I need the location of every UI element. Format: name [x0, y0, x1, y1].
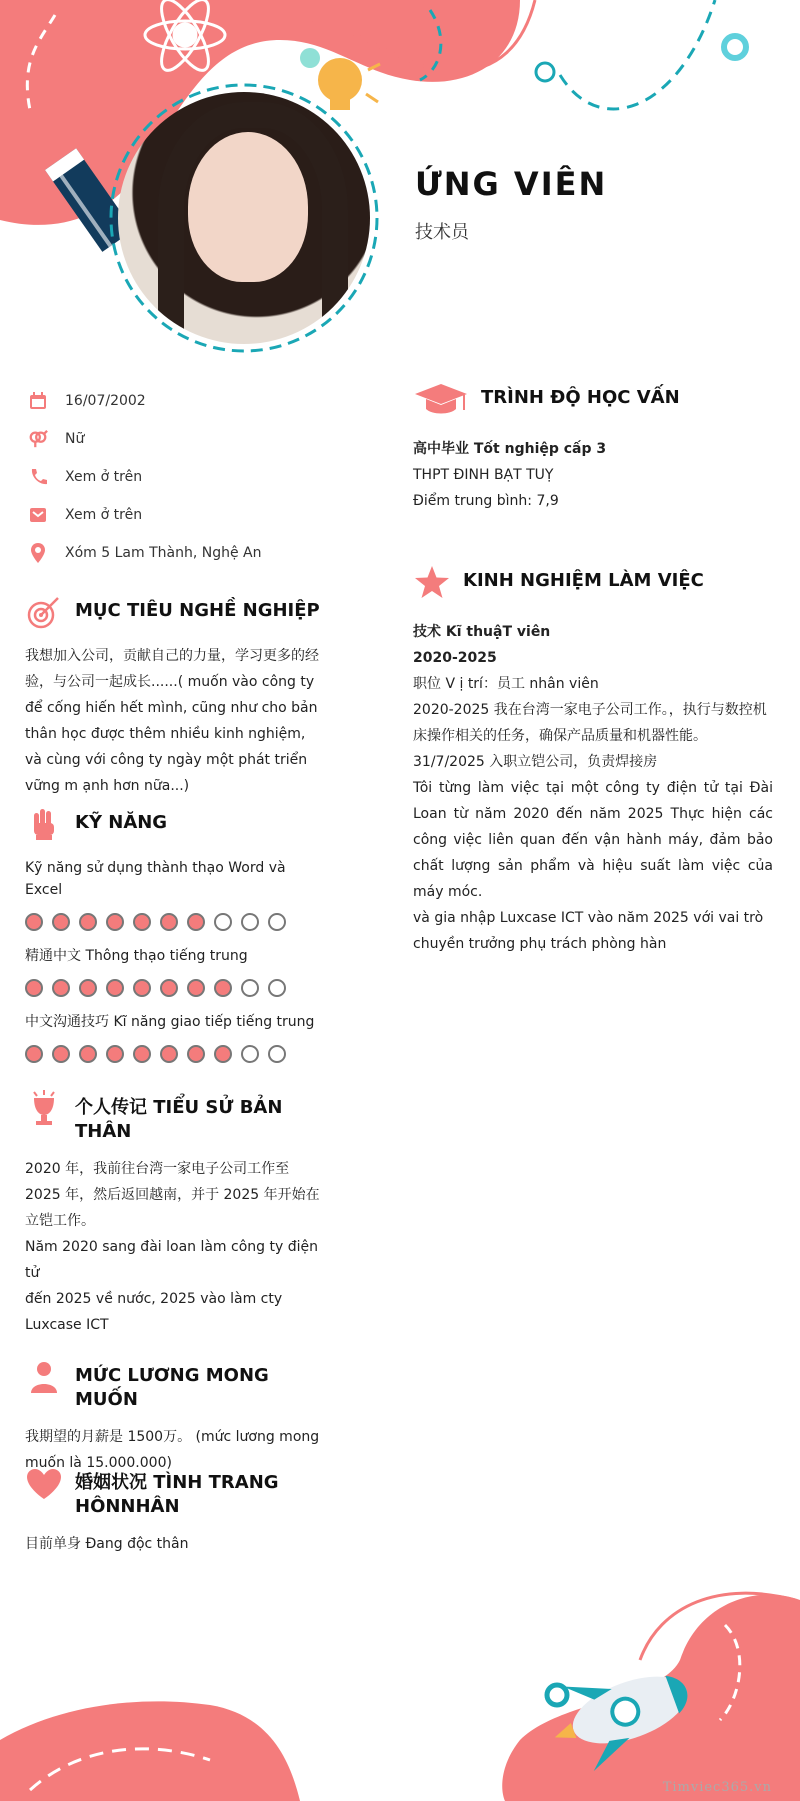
education-title: TRÌNH ĐỘ HỌC VẤN [481, 387, 680, 408]
experience-line: 2020-2025 我在台湾一家电子公司工作。，执行与数控机床操作相关的任务，确保产品质量和机器性能。 [413, 702, 767, 744]
skills-section [25, 805, 320, 1077]
skills-title: KỸ NĂNG [75, 812, 168, 833]
skill-rating-dot [268, 913, 286, 931]
skill-rating-dot [160, 979, 178, 997]
education-school: THPT ĐINH BẠT TUỴ [413, 467, 554, 483]
person-icon [25, 1358, 63, 1396]
skill-rating-dot [25, 1045, 43, 1063]
skill-name: 精通中文 Thông thạo tiếng trung [25, 948, 248, 964]
contact-row [28, 382, 328, 420]
skill-rating-dot [25, 979, 43, 997]
watermark: Timviec365.vn [662, 1780, 772, 1795]
education-content [413, 436, 773, 514]
education-degree: 高中毕业 Tốt nghiệp cấp 3 [413, 441, 607, 457]
biography-line: 2020 年，我前往台湾一家电子公司工作至 [25, 1161, 290, 1177]
experience-position: 技术 Kĩ thuậT viên [413, 624, 551, 640]
experience-line: Tôi từng làm việc tại một công ty điện tử tại Đài Loan từ năm 2020 đến năm 2025 Thực hiện các công việc liên quan đến vận hành máy, đảm bảo chất lượng sản phẩm và hiệu suất làm việc của máy móc. [413, 780, 773, 900]
candidate-name: ỨNG VIÊN [415, 165, 608, 203]
biography-line: đến 2025 về nước, 2025 vào làm cty Luxcase ICT [25, 1291, 283, 1333]
experience-period: 2020-2025 [413, 650, 497, 666]
star-icon [413, 563, 451, 601]
skill-rating-dot [187, 979, 205, 997]
target-icon [25, 593, 63, 631]
skill-rating-dot [268, 979, 286, 997]
gender-icon [28, 429, 48, 449]
biography-line: Năm 2020 sang đài loan làm công ty điện tử [25, 1239, 318, 1281]
avatar-face [188, 132, 308, 282]
trophy-icon [25, 1090, 63, 1128]
skill-rating-dot [187, 913, 205, 931]
salary-title: MỨC LƯƠNG MONG MUỐN [75, 1365, 269, 1410]
experience-content [413, 619, 773, 957]
experience-line: 31/7/2025 入职立铠公司，负责焊接房 [413, 754, 658, 770]
experience-line: và gia nhập Luxcase ICT vào năm 2025 với vai trò chuyền trưởng phụ trách phòng hàn [413, 910, 764, 952]
skill-rating-dot [214, 1045, 232, 1063]
skill-name: 中文沟通技巧 Kĩ năng giao tiếp tiếng trung [25, 1014, 315, 1030]
skill-rating-dot [214, 979, 232, 997]
biography-line: 2025 年，然后返回越南，并于 2025 年开始在立铠工作。 [25, 1187, 320, 1229]
skill-rating-dot [241, 913, 259, 931]
skill-rating-dot [79, 979, 97, 997]
skill-rating-dot [241, 1045, 259, 1063]
objective-title: MỤC TIÊU NGHỀ NGHIỆP [75, 600, 320, 621]
skill-rating-dot [79, 913, 97, 931]
skill-rating-dot [241, 979, 259, 997]
graduation-cap-icon [413, 380, 469, 418]
contact-row [28, 534, 328, 572]
biography-title: 个人传记 TIỂU SỬ BẢN THÂN [75, 1097, 283, 1142]
skill-rating-dot [187, 1045, 205, 1063]
skill-rating-dot [52, 979, 70, 997]
skill-rating-dot [160, 1045, 178, 1063]
candidate-role: 技术员 [415, 222, 469, 243]
gender: Nữ [65, 431, 85, 447]
biography-text [25, 1156, 320, 1338]
skill-rating [25, 979, 320, 997]
experience-title: KINH NGHIỆM LÀM VIỆC [463, 570, 704, 591]
skill-rating-dot [133, 979, 151, 997]
birthdate: 16/07/2002 [65, 393, 146, 409]
contact-row [28, 420, 328, 458]
education-gpa: Điểm trung bình: 7,9 [413, 493, 559, 509]
skills-list [25, 857, 320, 1063]
calendar-icon [28, 391, 48, 411]
skill-rating [25, 913, 320, 931]
skill-rating [25, 1045, 320, 1063]
skill-name: Kỹ năng sử dụng thành thạo Word và Excel [25, 860, 286, 898]
objective-text: 我想加入公司，贡献自己的力量，学习更多的经验，与公司一起成长......( muốn vào công ty để cống hiến hết mình, cũng như cho bản thân học được thêm nhiều kinh nghiệm, và cùng với công ty ngày một phát triển vững m ạnh hơn nữa...) [25, 648, 319, 794]
phone-icon [28, 467, 48, 487]
education-section [413, 380, 773, 514]
marital-title: 婚姻状况 TÌNH TRANG HÔNNHÂN [75, 1472, 279, 1517]
address: Xóm 5 Lam Thành, Nghệ An [65, 545, 262, 561]
biography-section [25, 1090, 320, 1338]
email-icon [28, 505, 48, 525]
skill-rating-dot [106, 913, 124, 931]
skill-rating-dot [52, 1045, 70, 1063]
skill-rating-dot [25, 913, 43, 931]
avatar [118, 92, 370, 344]
skill-rating-dot [106, 979, 124, 997]
skill-rating-dot [133, 913, 151, 931]
skill-rating-dot [79, 1045, 97, 1063]
marital-section [25, 1465, 320, 1557]
hand-icon [25, 805, 63, 843]
objective-section [25, 593, 320, 799]
skill-rating-dot [106, 1045, 124, 1063]
email: Xem ở trên [65, 507, 143, 523]
salary-text: 我期望的月薪是 1500万。 (mức lương mong muốn là 15.000.000) [25, 1429, 320, 1471]
contact-list [28, 382, 328, 572]
skill-rating-dot [160, 913, 178, 931]
salary-section [25, 1358, 320, 1476]
contact-row [28, 496, 328, 534]
phone: Xem ở trên [65, 469, 143, 485]
contact-row [28, 458, 328, 496]
skill-rating-dot [133, 1045, 151, 1063]
marital-text: 目前单身 Đang độc thân [25, 1536, 189, 1552]
skill-rating-dot [214, 913, 232, 931]
skill-rating-dot [268, 1045, 286, 1063]
skill-rating-dot [52, 913, 70, 931]
experience-section [413, 563, 773, 957]
experience-line: 职位 V ị trí：员工 nhân viên [413, 676, 599, 692]
heart-icon [25, 1465, 63, 1503]
location-icon [28, 543, 48, 563]
